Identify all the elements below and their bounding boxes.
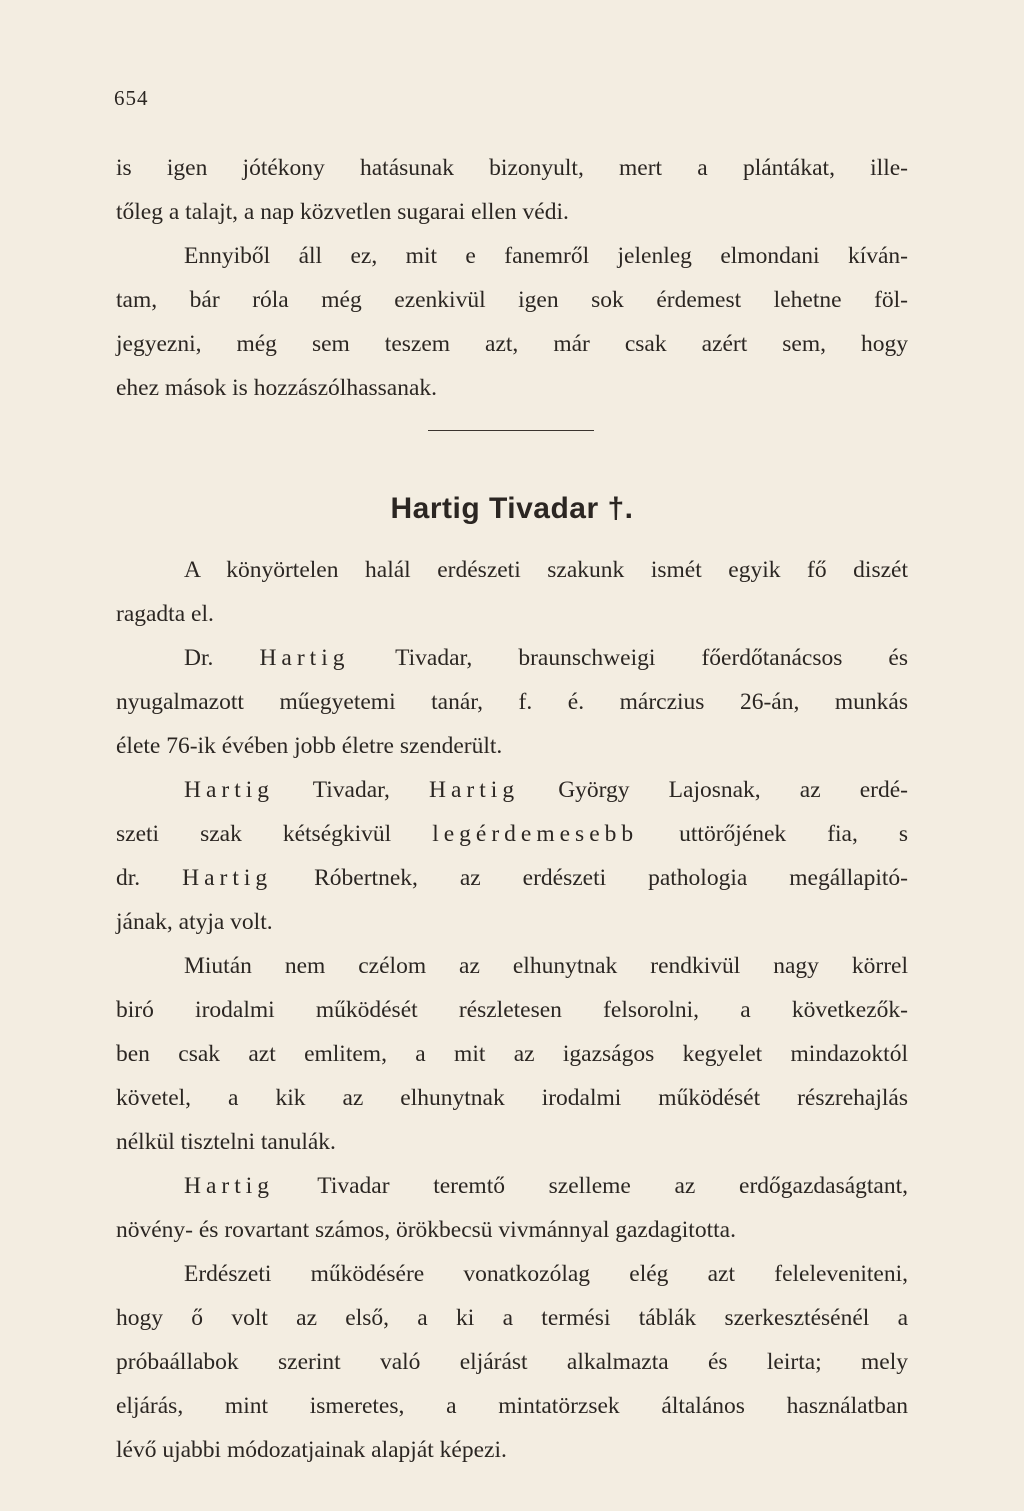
text-line: tőleg a talajt, a nap közvetlen sugarai ellen védi. — [116, 199, 569, 225]
text-line: tam, bár róla még ezenkivül igen sok érdemest lehetne föl- — [116, 287, 908, 313]
text-line: szeti szak kétségkivül legérdemesebb uttörőjének fia, s — [116, 821, 909, 847]
text-line: nélkül tisztelni tanulák. — [116, 1129, 336, 1155]
text-line: lévő ujabbi módozatjainak alapját képezi. — [116, 1437, 507, 1463]
text-line: növény- és rovartant számos, örökbecsü vivmánnyal gazdagitotta. — [116, 1217, 736, 1243]
text-line: Miután nem czélom az elhunytnak rendkivül nagy körrel — [184, 953, 908, 979]
spaced-name: Hartig — [259, 645, 350, 671]
obituary-text — [116, 548, 908, 1472]
spaced-name: Hartig — [184, 777, 275, 803]
text-line: ragadta el. — [116, 601, 214, 627]
text-line: követel, a kik az elhunytnak irodalmi működését részrehajlás — [116, 1085, 908, 1111]
section-1-text — [116, 146, 908, 410]
text-line: is igen jótékony hatásunak bizonyult, mert a plántákat, ille- — [116, 155, 908, 181]
text-line: Dr. Hartig Tivadar, braunschweigi főerdőtanácsos és — [184, 645, 909, 671]
text-line: ben csak azt emlitem, a mit az igazságos kegyelet mindazoktól — [116, 1041, 908, 1067]
text-line: élete 76-ik évében jobb életre szenderült. — [116, 733, 503, 759]
text-line: Hartig Tivadar teremtő szelleme az erdőgazdaságtant, — [184, 1173, 909, 1199]
text-line: biró irodalmi működését részletesen felsorolni, a következők- — [116, 997, 908, 1023]
page-number: 654 — [114, 86, 149, 110]
text-line: eljárás, mint ismeretes, a mintatörzsek általános használatban — [116, 1393, 908, 1419]
obituary-heading: Hartig Tivadar †. — [390, 492, 634, 525]
spaced-word: legérdemesebb — [432, 821, 639, 847]
spaced-name: Hartig — [184, 1173, 275, 1199]
spaced-name: Hartig — [182, 865, 273, 891]
text-line: jegyezni, még sem teszem azt, már csak azért sem, hogy — [116, 331, 908, 357]
text-line: jának, atyja volt. — [116, 909, 273, 935]
text-line: dr. Hartig Róbertnek, az erdészeti pathologia megállapitó- — [116, 865, 908, 891]
section-divider — [428, 430, 594, 431]
text-line: Hartig Tivadar, Hartig György Lajosnak, az erdé- — [184, 777, 909, 803]
text-line: próbaállabok szerint való eljárást alkalmazta és leirta; mely — [116, 1349, 908, 1375]
text-line: Ennyiből áll ez, mit e fanemről jelenleg elmondani kíván- — [184, 243, 908, 269]
text-line: A könyörtelen halál erdészeti szakunk ismét egyik fő diszét — [184, 557, 908, 583]
text-line: hogy ő volt az első, a ki a termési táblák szerkesztésénél a — [116, 1305, 908, 1331]
text-line: Erdészeti működésére vonatkozólag elég azt feleleveniteni, — [184, 1261, 908, 1287]
text-line: ehez mások is hozzászólhassanak. — [116, 375, 438, 401]
text-line: nyugalmazott műegyetemi tanár, f. é. márczius 26-án, munkás — [116, 689, 908, 715]
spaced-name: Hartig — [429, 777, 520, 803]
